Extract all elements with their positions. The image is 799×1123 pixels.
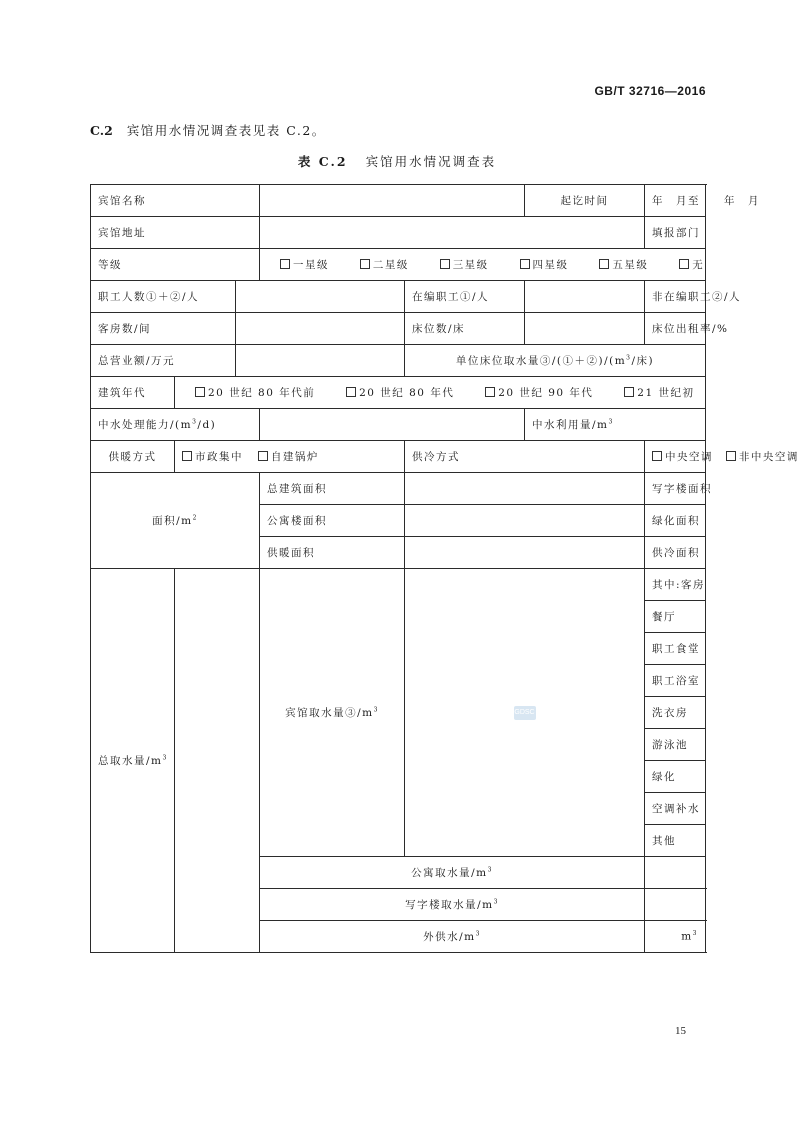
breakdown-label-rooms: 其中:客房: [645, 569, 706, 601]
table-row: [91, 313, 706, 345]
reporting-dept-label: 填报部门: [645, 217, 706, 249]
beds-field[interactable]: [525, 313, 645, 345]
survey-table: [90, 184, 799, 953]
area-label: 面积$/m^2$: [91, 473, 260, 569]
grade-label: 等级: [91, 249, 260, 281]
era-option[interactable]: 21 世纪初: [624, 387, 694, 399]
apartment-intake-field[interactable]: [645, 857, 706, 889]
table-row: [91, 569, 706, 601]
checkbox-icon: [440, 259, 450, 269]
revenue-label: 总营业额/万元: [91, 345, 236, 377]
hotel-intake-label: 宾馆取水量$③/m^3$: [260, 569, 405, 857]
hotel-address-label: 宾馆地址: [91, 217, 260, 249]
heating-area-field[interactable]: [405, 537, 645, 569]
breakdown-label-other: 其他: [645, 825, 706, 857]
heating-mode-label: 供暖方式: [91, 441, 175, 473]
checkbox-icon: [520, 259, 530, 269]
table-caption: [0, 152, 794, 170]
apartment-building-area-label: 公寓楼面积: [260, 505, 405, 537]
caption-title: 宾馆用水情况调查表: [365, 154, 497, 169]
checkbox-icon: [182, 451, 192, 461]
cooling-mode-options: [645, 441, 799, 473]
checkbox-icon: [679, 259, 689, 269]
onstaff-label: 在编职工①/人: [405, 281, 525, 313]
reclaim-use-label: 中水利用量$/m^3$: [525, 409, 706, 441]
table-row: [91, 441, 706, 473]
breakdown-label-ac-makeup: 空调补水: [645, 793, 706, 825]
standard-code: GB/T 32716—2016: [594, 84, 706, 98]
table-row: [91, 249, 706, 281]
checkbox-icon: [624, 387, 634, 397]
period-label: 起讫时间: [525, 185, 645, 217]
beds-label: 床位数/床: [405, 313, 525, 345]
heating-option[interactable]: 市政集中: [182, 451, 243, 463]
hotel-name-field[interactable]: [260, 185, 525, 217]
hotel-address-field[interactable]: [260, 217, 645, 249]
section-heading: [90, 121, 326, 139]
heating-area-label: 供暖面积: [260, 537, 405, 569]
external-supply-label: 外供水$/m^3$: [260, 921, 645, 953]
reclaim-capacity-label: 中水处理能力$/(m^3/d)$: [91, 409, 260, 441]
breakdown-label-restaurant: 餐厅: [645, 601, 706, 633]
breakdown-label-staff-bath: 职工浴室: [645, 665, 706, 697]
cooling-option[interactable]: 中央空调: [652, 451, 713, 463]
reclaim-capacity-field[interactable]: [260, 409, 525, 441]
office-intake-field[interactable]: [645, 889, 706, 921]
staff-total-label: 职工人数①＋②/人: [91, 281, 236, 313]
breakdown-label-greening: 绿化: [645, 761, 706, 793]
table-row: [91, 377, 706, 409]
period-field[interactable]: 年 月至 年 月: [645, 185, 706, 217]
checkbox-icon: [726, 451, 736, 461]
grade-option[interactable]: 三星级: [440, 259, 489, 271]
cooling-area-label: 供冷面积: [645, 537, 706, 569]
occupancy-label: 床位出租率/%: [645, 313, 706, 345]
grade-option[interactable]: 无: [679, 259, 704, 271]
checkbox-icon: [346, 387, 356, 397]
heating-option[interactable]: 自建锅炉: [258, 451, 319, 463]
grade-option[interactable]: 四星级: [520, 259, 569, 271]
table-row: [91, 281, 706, 313]
table-row: [91, 409, 706, 441]
table-row: [91, 185, 706, 217]
staff-total-field[interactable]: [236, 281, 405, 313]
total-building-area-label: 总建筑面积: [260, 473, 405, 505]
grade-option[interactable]: 五星级: [599, 259, 648, 271]
era-option[interactable]: 20 世纪 80 年代: [346, 387, 454, 399]
cooling-mode-label: 供冷方式: [405, 441, 645, 473]
grade-option[interactable]: 二星级: [360, 259, 409, 271]
table-row: [91, 345, 706, 377]
rooms-label: 客房数/间: [91, 313, 236, 345]
breakdown-label-pool: 游泳池: [645, 729, 706, 761]
office-building-area-label: 写字楼面积: [645, 473, 706, 505]
total-building-area-field[interactable]: [405, 473, 645, 505]
revenue-field[interactable]: [236, 345, 405, 377]
checkbox-icon: [280, 259, 290, 269]
apartment-building-area-field[interactable]: [405, 505, 645, 537]
era-option[interactable]: 20 世纪 80 年代前: [195, 387, 315, 399]
greening-area-label: 绿化面积: [645, 505, 706, 537]
grade-option[interactable]: 一星级: [280, 259, 329, 271]
offstaff-label: 非在编职工②/人: [645, 281, 706, 313]
checkbox-icon: [652, 451, 662, 461]
building-era-label: 建筑年代: [91, 377, 175, 409]
heating-mode-options: [175, 441, 405, 473]
breakdown-label-staff-canteen: 职工食堂: [645, 633, 706, 665]
table-row: [91, 217, 706, 249]
checkbox-icon: [599, 259, 609, 269]
checkbox-icon: [485, 387, 495, 397]
caption-label: 表 C.2: [297, 154, 348, 169]
total-intake-label: 总取水量$/m^3$: [91, 569, 175, 953]
building-era-options: [175, 377, 706, 409]
era-option[interactable]: 20 世纪 90 年代: [485, 387, 593, 399]
unit-bed-intake-label: 单位床位取水量$③/(①+②)/(m^3/$床): [405, 345, 706, 377]
checkbox-icon: [195, 387, 205, 397]
onstaff-field[interactable]: [525, 281, 645, 313]
cooling-option[interactable]: 非中央空调: [726, 451, 799, 463]
office-intake-label: 写字楼取水量$/m^3$: [260, 889, 645, 921]
checkbox-icon: [258, 451, 268, 461]
hotel-name-label: 宾馆名称: [91, 185, 260, 217]
checkbox-icon: [360, 259, 370, 269]
external-supply-field[interactable]: $m^3$: [645, 921, 706, 953]
grade-options: [260, 249, 706, 281]
breakdown-label-laundry: 洗衣房: [645, 697, 706, 729]
watermark-logo: GDSC: [514, 706, 536, 720]
section-number: C.2: [90, 123, 113, 138]
section-text: 宾馆用水情况调查表见表 C.2。: [126, 123, 326, 138]
total-intake-field[interactable]: [175, 569, 260, 953]
hotel-intake-field[interactable]: [405, 569, 645, 857]
rooms-field[interactable]: [236, 313, 405, 345]
table-row: [91, 473, 706, 505]
page-number: 15: [675, 1025, 686, 1037]
apartment-intake-label: 公寓取水量$/m^3$: [260, 857, 645, 889]
